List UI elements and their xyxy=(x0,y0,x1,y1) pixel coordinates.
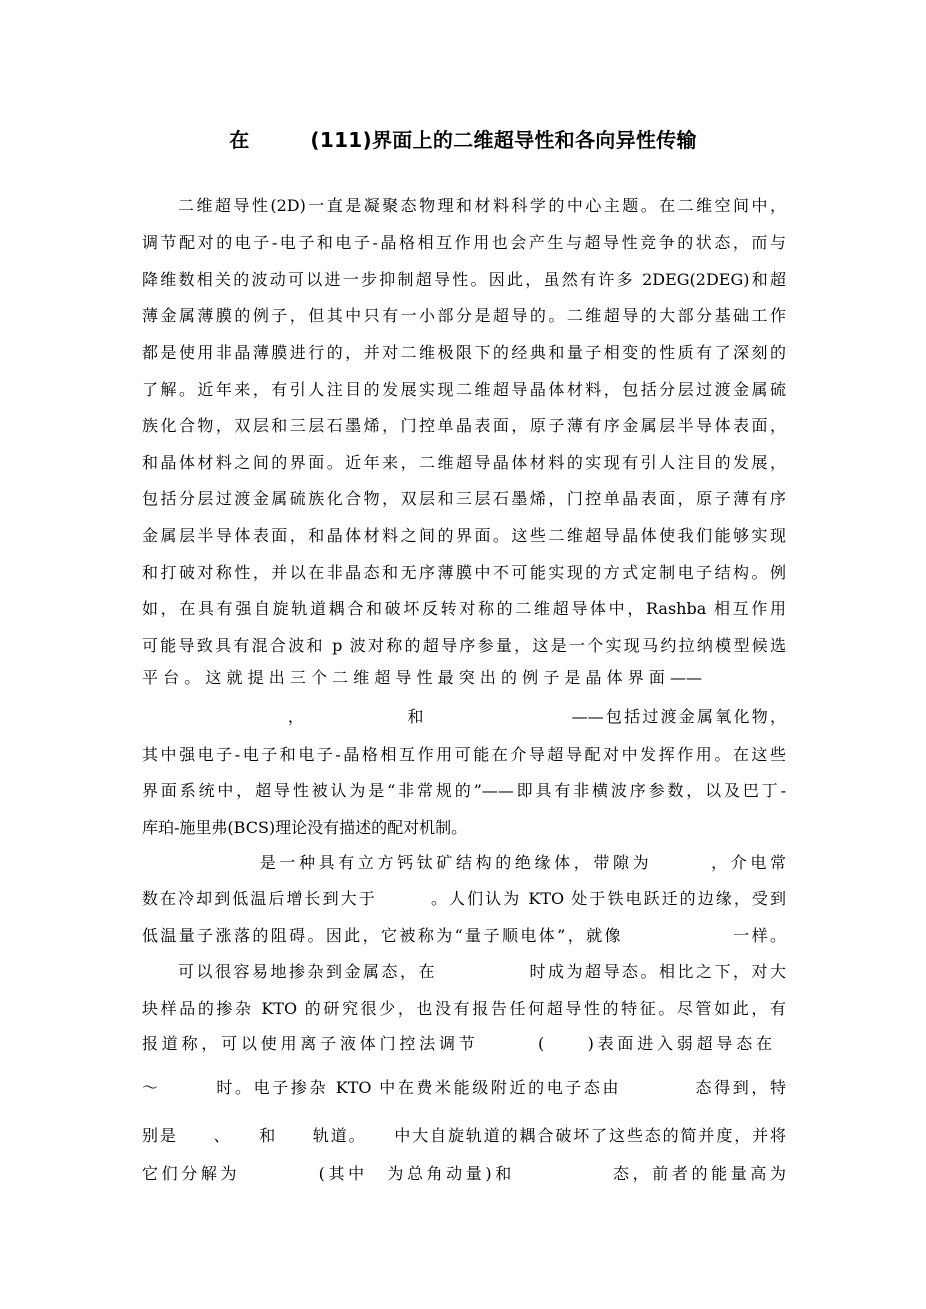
paragraph-line: 是一种具有立方钙钛矿结构的绝缘体，带隙为 ，介电常 xyxy=(142,853,786,872)
paragraph-line: 都是使用非晶薄膜进行的，并对二维极限下的经典和量子相变的性质有了深刻的 xyxy=(142,343,786,362)
paragraph-line: 块样品的掺杂 KTO 的研究很少，也没有报告任何超导性的特征。尽管如此，有 xyxy=(142,999,786,1018)
paragraph-line: 平台。这就提出三个二维超导性最突出的例子是晶体界面—— xyxy=(142,668,702,687)
paragraph-line: 和打破对称性，并以在非晶态和无序薄膜中不可能实现的方式定制电子结构。例 xyxy=(142,563,786,582)
paragraph-line: 薄金属薄膜的例子，但其中只有一小部分是超导的。二维超导的大部分基础工作 xyxy=(142,306,786,325)
paragraph-line: 降维数相关的波动可以进一步抑制超导性。因此，虽然有许多 2DEG(2DEG)和超 xyxy=(142,270,786,289)
paragraph-line: 库珀-施里弗(BCS)理论没有描述的配对机制。 xyxy=(142,818,468,837)
paragraph-line: 低温量子涨落的阻碍。因此，它被称为“量子顺电体”，就像 一样。 xyxy=(142,926,786,945)
paragraph-line: 数在冷却到低温后增长到大于 。人们认为 KTO 处于铁电跃迁的边缘，受到 xyxy=(142,889,786,908)
paragraph-line: 报道称，可以使用离子液体门控法调节 ( )表面进入弱超导态在 xyxy=(142,1034,772,1053)
paragraph-line: ， 和 ——包括过渡金属氧化物， xyxy=(142,707,786,726)
paragraph-line: 可能导致具有混合波和 p 波对称的超导序参量，这是一个实现马约拉纳模型候选 xyxy=(142,636,786,655)
paragraph-line: 和晶体材料之间的界面。近年来，二维超导晶体材料的实现有引人注目的发展， xyxy=(142,453,786,472)
paragraph-line: 了解。近年来，有引人注目的发展实现二维超导晶体材料，包括分层过渡金属硫 xyxy=(142,380,786,399)
paragraph-line: ～ 时。电子掺杂 KTO 中在费米能级附近的电子态由 态得到，特 xyxy=(142,1078,786,1097)
paragraph-line: 族化合物，双层和三层石墨烯，门控单晶表面，原子薄有序金属层半导体表面， xyxy=(142,416,786,435)
paragraph-line: 金属层半导体表面，和晶体材料之间的界面。这些二维超导晶体使我们能够实现 xyxy=(142,526,786,545)
paragraph-line: 可以很容易地掺杂到金属态，在 时成为超导态。相比之下，对大 xyxy=(178,962,786,981)
paragraph-line: 二维超导性(2D)一直是凝聚态物理和材料科学的中心主题。在二维空间中， xyxy=(178,196,786,215)
paragraph-line: 调节配对的电子-电子和电子-晶格相互作用也会产生与超导性竞争的状态，而与 xyxy=(142,233,786,252)
paragraph-line: 界面系统中，超导性被认为是“非常规的”——即具有非横波序参数，以及巴丁- xyxy=(142,781,786,800)
paragraph-line: 别是 、 和 轨道。 中大自旋轨道的耦合破坏了这些态的简并度，并将 xyxy=(142,1126,786,1145)
paragraph-line: 它们分解为 (其中 为总角动量)和 态，前者的能量高为 xyxy=(142,1164,786,1183)
paragraph-line: 如，在具有强自旋轨道耦合和破坏反转对称的二维超导体中，Rashba 相互作用 xyxy=(142,599,786,618)
paragraph-line: 包括分层过渡金属硫族化合物，双层和三层石墨烯，门控单晶表面，原子薄有序 xyxy=(142,489,786,508)
document-title: 在 (111)界面上的二维超导性和各向异性传输 xyxy=(229,128,697,152)
paragraph-line: 其中强电子-电子和电子-晶格相互作用可能在介导超导配对中发挥作用。在这些 xyxy=(142,745,786,764)
